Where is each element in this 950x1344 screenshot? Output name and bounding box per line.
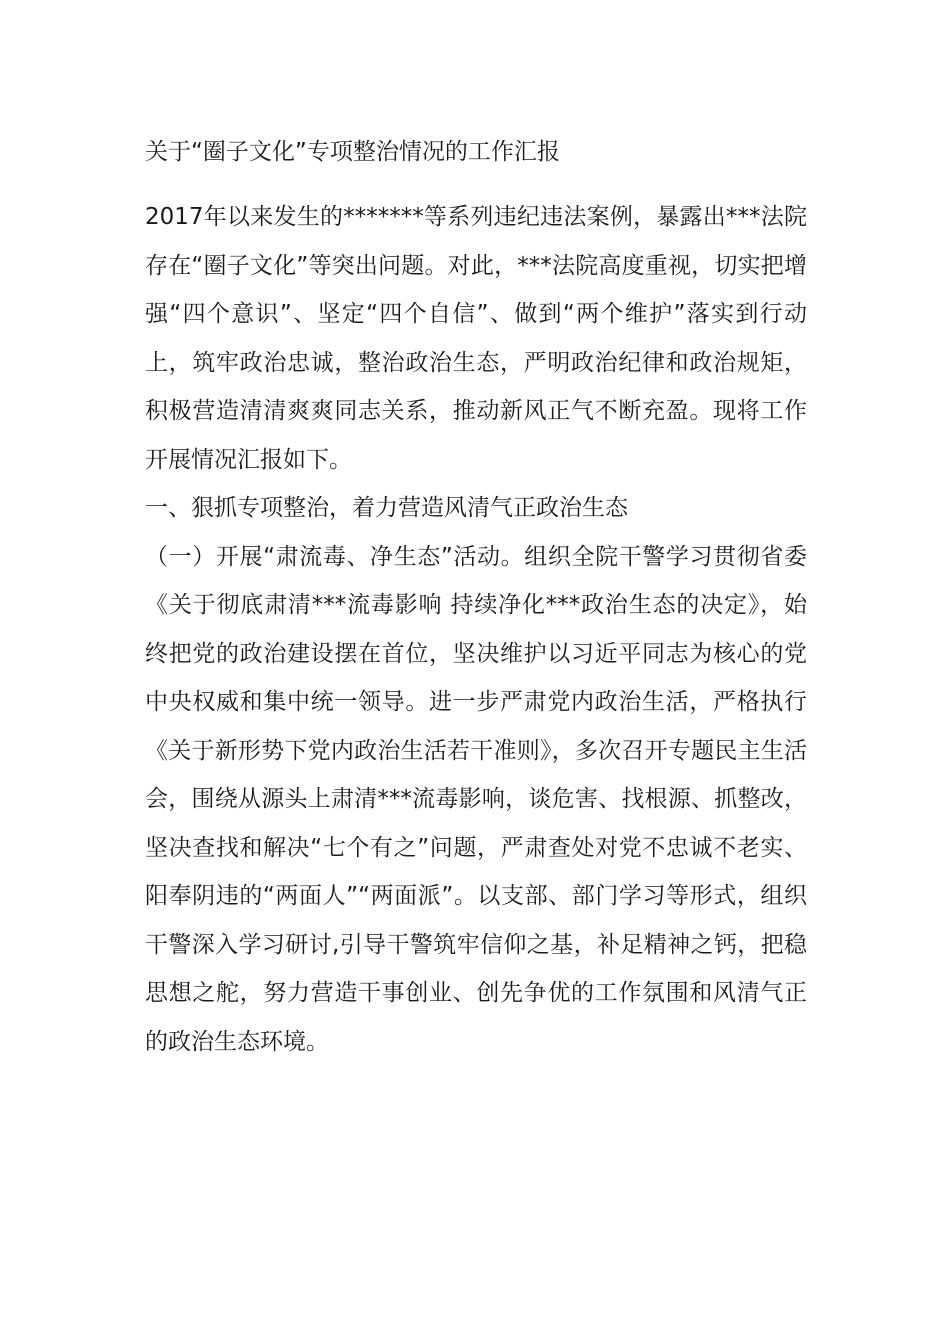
intro-paragraph: 2017年以来发生的*******等系列违纪违法案例，暴露出***法院存在“圈子文化”等突出问题。对此，***法院高度重视，切实把增强“四个意识”、坚定“四个自信”、做到“两个维护”落实到行动上，筑牢政治忠诚，整治政治生态，严明政治纪律和政治规矩，积极营造清清爽爽同志关系，推动新风正气不断充盈。现将工作开展情况汇报如下。: [145, 204, 807, 473]
document-body: [145, 193, 807, 1066]
subsection-paragraph-1: （一）开展“肃流毒、净生态”活动。组织全院干警学习贯彻省委《关于彻底肃清***流毒影响 持续净化***政治生态的决定》，始终把党的政治建设摆在首位，坚决维护以习近平同志为核心的党中央权威和集中统一领导。进一步严肃党内政治生活，严格执行《关于新形势下党内政治生活若干准则》，多次召开专题民主生活会，围绕从源头上肃清***流毒影响，谈危害、找根源、抓整改，坚决查找和解决“七个有之”问题，严肃查处对党不忠诚不老实、阳奉阴违的“两面人”“两面派”。以支部、部门学习等形式，组织干警深入学习研讨,引导干警筑牢信仰之基，补足精神之钙，把稳思想之舵，努力营造干事创业、创先争优的工作氛围和风清气正的政治生态环境。: [145, 543, 807, 1055]
document-title: 关于“圈子文化”专项整治情况的工作汇报: [145, 139, 560, 165]
section-heading-1: 一、狠抓专项整治，着力营造风清气正政治生态: [145, 495, 628, 521]
